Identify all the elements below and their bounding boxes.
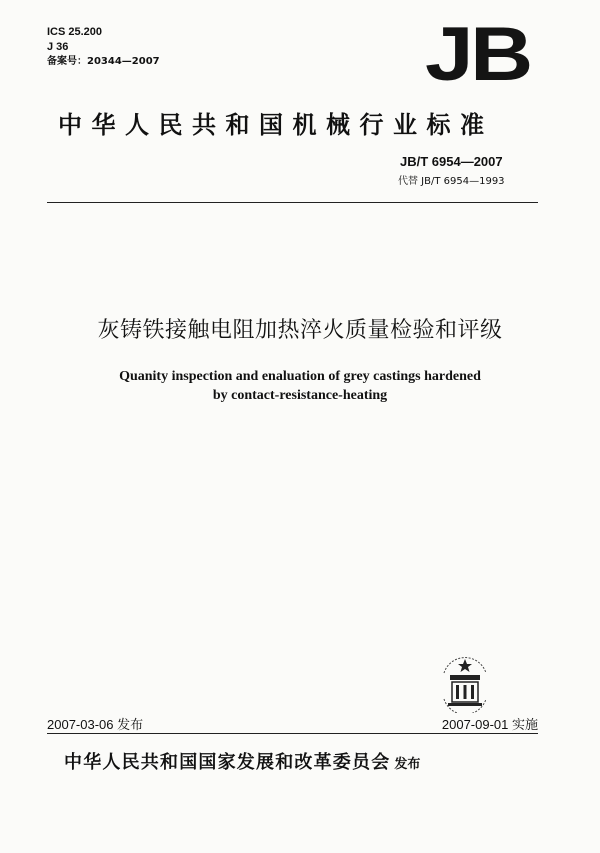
jb-logo: JB xyxy=(425,12,530,97)
replaces-standard: 代替 JB/T 6954—1993 xyxy=(398,176,505,187)
standard-number: JB/T 6954—2007 xyxy=(400,154,503,169)
document-title-en xyxy=(0,367,600,405)
issue-date: 2007-03-06 发布 xyxy=(47,717,144,732)
classification-code: J 36 xyxy=(47,41,69,53)
bottom-divider xyxy=(47,733,538,734)
document-title-en-line1: Quanity inspection and enaluation of grey castings hardened xyxy=(119,369,481,384)
publisher-name: 中华人民共和国国家发展和改革委员会 xyxy=(64,752,391,773)
standard-category-title: 中华人民共和国机械行业标准 xyxy=(58,111,494,139)
publisher-suffix: 发布 xyxy=(394,757,421,772)
filing-number: 备案号：20344—2007 xyxy=(47,56,160,67)
publisher xyxy=(64,748,420,774)
document-title-cn: 灰铸铁接触电阻加热淬火质量检验和评级 xyxy=(97,318,503,343)
effective-date: 2007-09-01 实施 xyxy=(441,717,538,732)
publisher-emblem-icon xyxy=(438,655,492,713)
ics-code: ICS 25.200 xyxy=(47,26,103,38)
top-divider xyxy=(47,202,538,203)
document-title-en-line2: by contact-resistance-heating xyxy=(212,388,388,403)
